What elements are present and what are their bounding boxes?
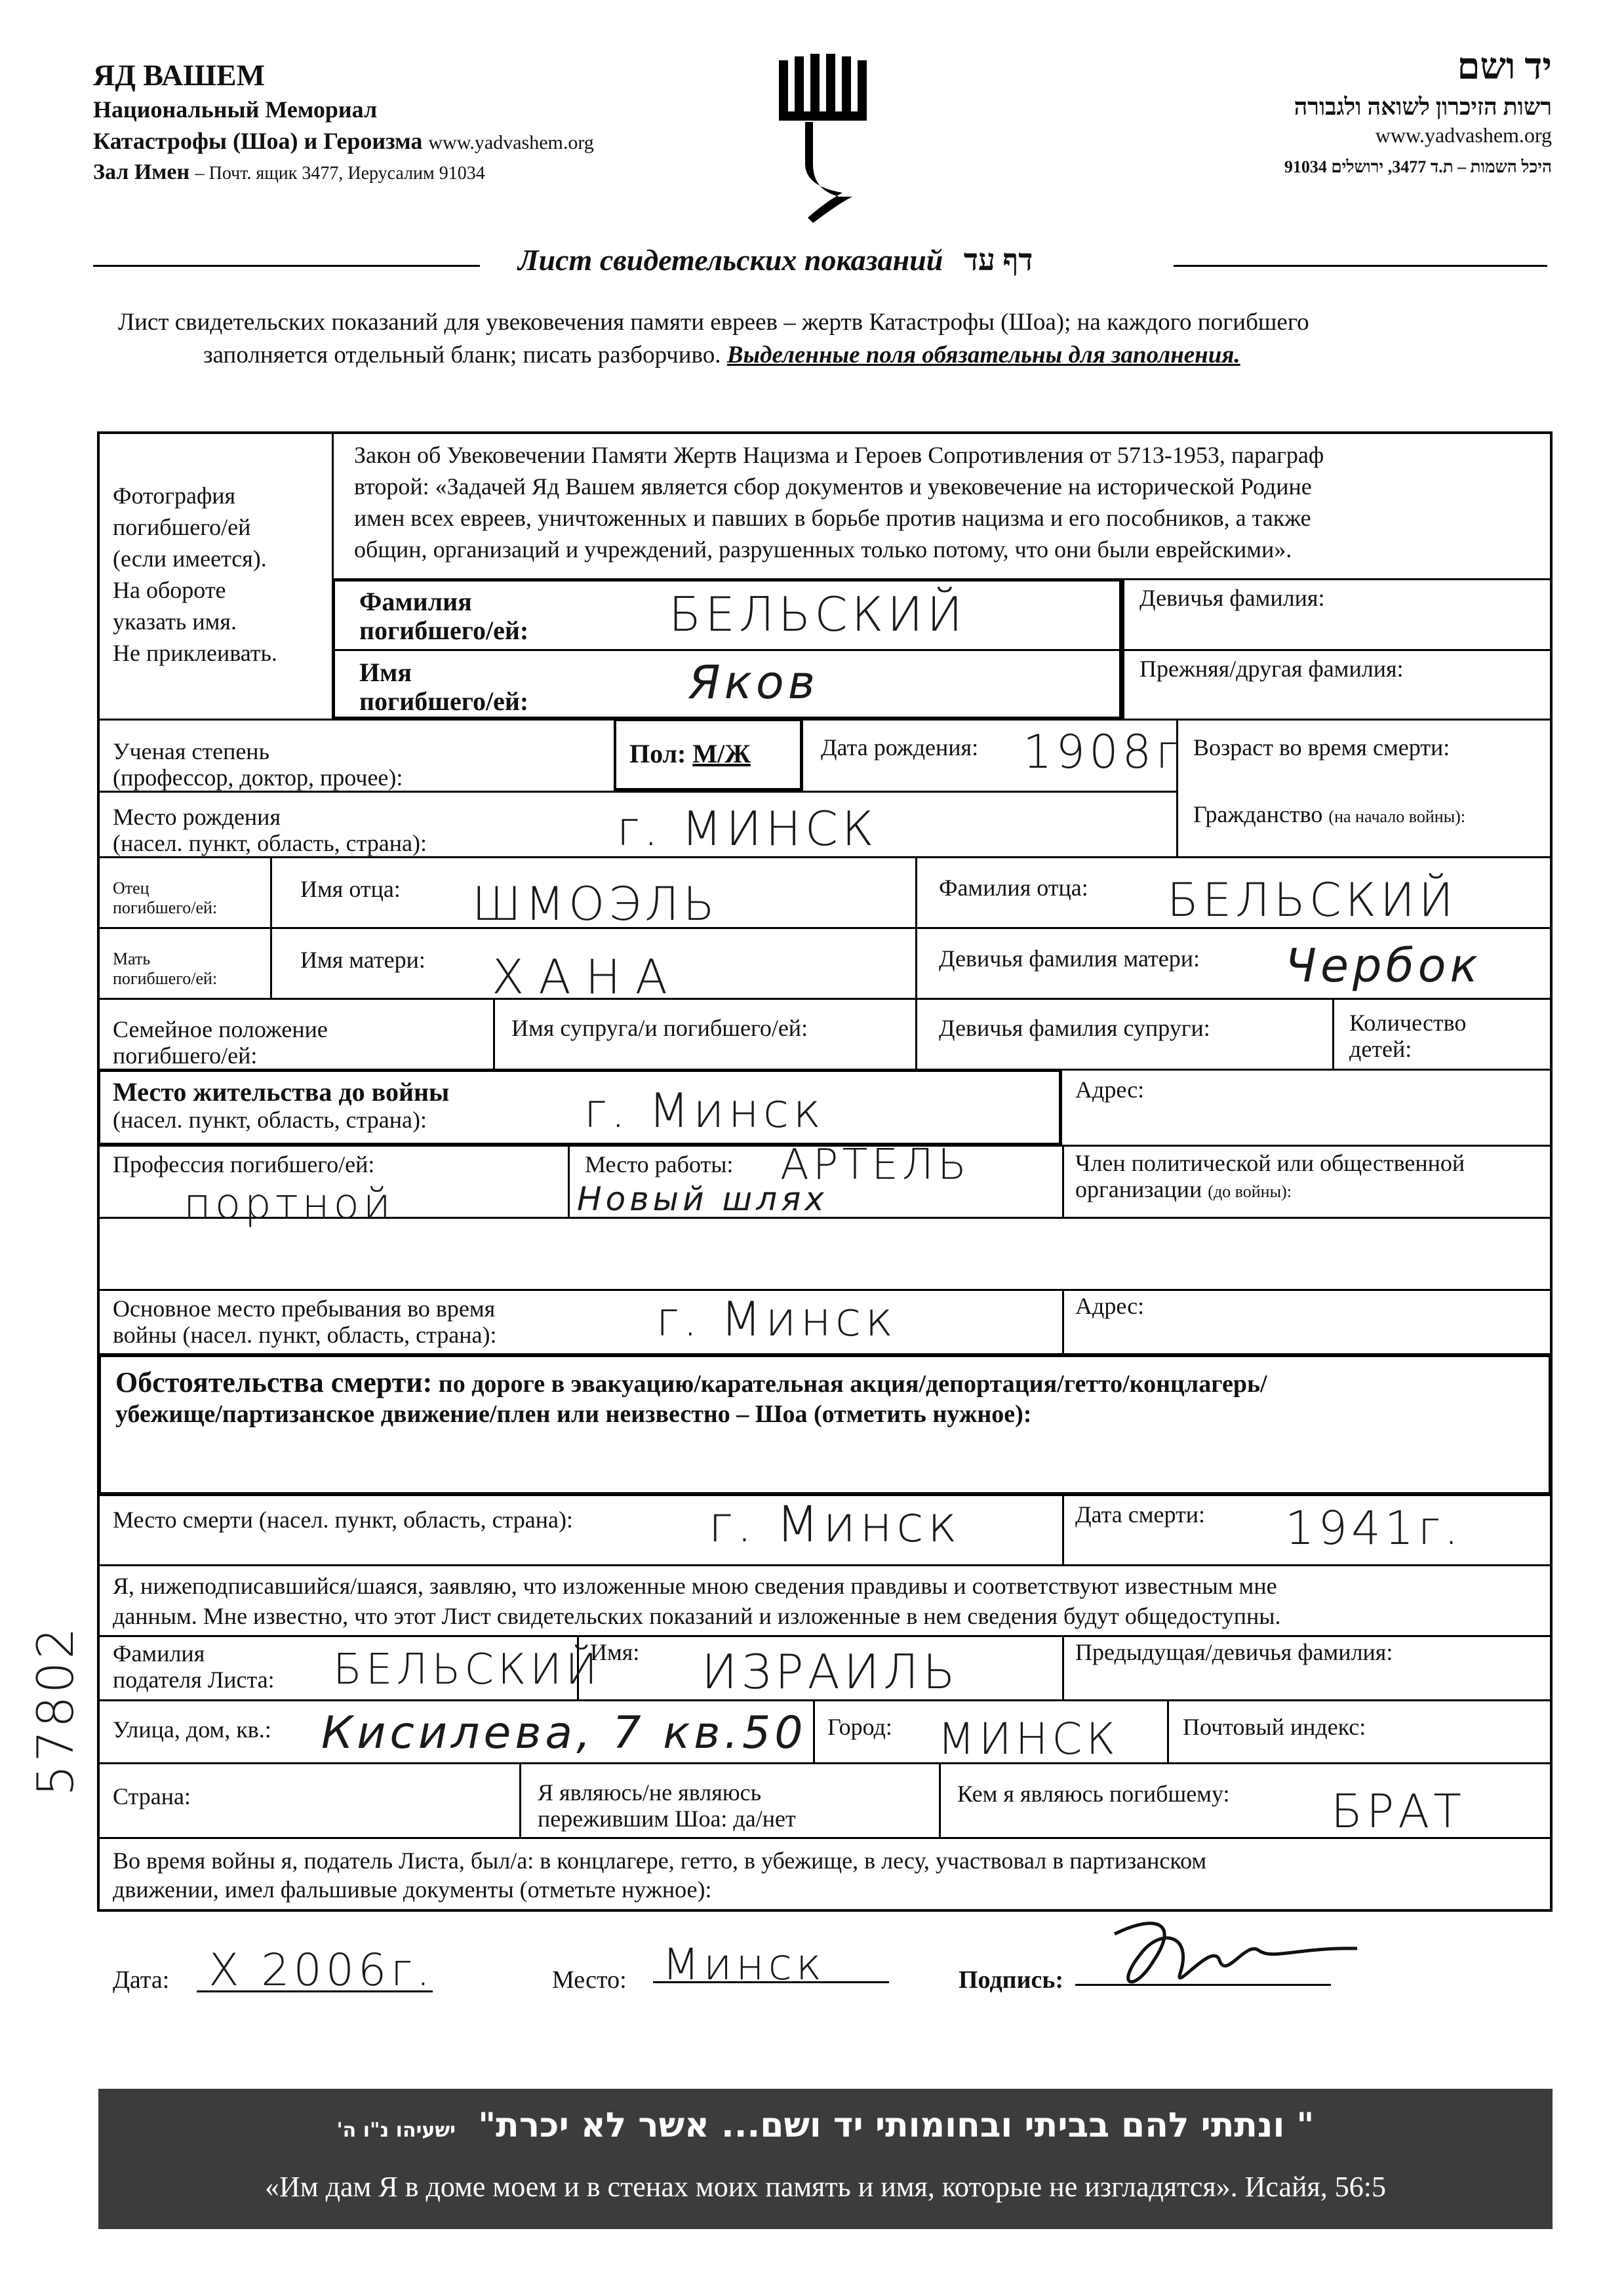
- intro-line2: заполняется отдельный бланк; писать разборчиво.: [203, 342, 721, 368]
- org-name-ru: ЯД ВАШЕМ: [93, 58, 265, 92]
- spouse-maiden-label: Девичья фамилия супруги:: [939, 1015, 1210, 1041]
- father-name-value[interactable]: ШМОЭЛЬ: [472, 877, 719, 931]
- photo-box: Фотография погибшего/ей (если имеется). На обороте указать имя. Не приклеивать.: [113, 483, 277, 666]
- stamp-number: 57802: [26, 1625, 85, 1796]
- logo-flame-bar: [795, 56, 804, 117]
- logo-flame-bar: [810, 54, 820, 117]
- required-note: Выделенные поля обязательны для заполнения.: [726, 342, 1240, 368]
- death-date-label: Дата смерти:: [1075, 1501, 1206, 1528]
- yad-vashem-logo: [779, 54, 867, 223]
- workplace-value-1[interactable]: АРТЕЛЬ: [780, 1141, 970, 1189]
- logo-flame-bar: [779, 60, 788, 113]
- mother-maiden-value[interactable]: Чербок: [1285, 939, 1482, 993]
- victim-name-value[interactable]: Яков: [688, 656, 819, 709]
- declaration: Я, нижеподписавшийся/шаяся, заявляю, что изложенные мною сведения правдивы и соответствуют известным мне данным. Мне известно, что этот Лист свидетельских показаний и изложенные в нем сведения будут общедоступны.: [113, 1573, 1281, 1629]
- submitter-name-value[interactable]: ИЗРАИЛЬ: [702, 1644, 959, 1699]
- date-value[interactable]: X 2006г.: [208, 1945, 435, 1996]
- submitter-name-label: Имя:: [590, 1639, 640, 1665]
- citizenship-label: Гражданство (на начало войны):: [1193, 801, 1466, 827]
- children-label: Количество детей:: [1349, 1010, 1467, 1062]
- member-label: Член политической или общественной организации (до войны):: [1075, 1150, 1465, 1202]
- address-ru: – Почт. ящик 3477, Иерусалим 91034: [195, 163, 485, 184]
- father-surname-label: Фамилия отца:: [939, 875, 1088, 901]
- org-line2-ru: Национальный Мемориал: [93, 96, 378, 123]
- street-value[interactable]: Кисилева, 7 кв.50: [321, 1707, 807, 1759]
- victim-name-label: Имя погибшего/ей:: [359, 658, 529, 716]
- death-place-label: Место смерти (насел. пункт, область, страна):: [113, 1507, 573, 1533]
- signature-mark: [1115, 1924, 1357, 1982]
- workplace-value-2[interactable]: Новый шлях: [577, 1180, 828, 1218]
- submitter-prev-label: Предыдущая/девичья фамилия:: [1075, 1639, 1393, 1665]
- submitter-war-status[interactable]: Во время войны я, податель Листа, был/а: в концлагере, гетто, в убежище, в лесу, участвовал в партизанском движении, имел фальшивые документы (отметьте нужное):: [113, 1848, 1207, 1903]
- residence-address-label: Адрес:: [1075, 1077, 1145, 1103]
- birthdate-label: Дата рождения:: [821, 734, 979, 761]
- mother-maiden-label: Девичья фамилия матери:: [939, 945, 1200, 972]
- survivor-field[interactable]: Я являюсь/не являюсь пережившим Шоа: да/нет: [538, 1779, 796, 1832]
- website-he: www.yadvashem.org: [1375, 123, 1552, 147]
- prev-surname-label: Прежняя/другая фамилия:: [1139, 656, 1404, 682]
- country-label: Страна:: [113, 1783, 191, 1809]
- birthplace-label: Место рождения (насел. пункт, область, страна):: [113, 804, 427, 856]
- birthdate-value[interactable]: 1908г: [1023, 725, 1182, 779]
- address-he: היכל השמות – ת.ד 3477, ירושלים 91034: [1284, 157, 1552, 176]
- place-value[interactable]: Минск: [662, 1939, 826, 1990]
- logo-flame-bar: [826, 54, 835, 117]
- city-label: Город:: [827, 1714, 892, 1740]
- victim-surname-value[interactable]: БЕЛЬСКИЙ: [669, 587, 966, 642]
- zip-label: Почтовый индекс:: [1183, 1714, 1366, 1740]
- sex-field[interactable]: Пол: М/Ж: [629, 739, 751, 768]
- org-line3-ru: Катастрофы (Шоа) и Героизма: [93, 128, 423, 154]
- form-title-he: דף עד: [963, 243, 1033, 277]
- death-circumstances[interactable]: Обстоятельства смерти: по дороге в эвакуацию/карательная акция/депортация/гетто/концлагерь/ убежище/партизанское движение/плен или неизвестно – Шоа (отметить нужное):: [115, 1366, 1267, 1428]
- place-label: Место:: [552, 1966, 627, 1994]
- mother-name-label: Имя матери:: [300, 947, 426, 973]
- death-place-value[interactable]: г. Минск: [708, 1495, 961, 1553]
- marital-label: Семейное положение погибшего/ей:: [113, 1016, 328, 1069]
- residence-value[interactable]: г. Минск: [584, 1083, 825, 1138]
- degree-label: Ученая степень (профессор, доктор, прочее):: [113, 738, 403, 791]
- submitter-surname-value[interactable]: БЕЛЬСКИЙ: [333, 1646, 601, 1694]
- death-date-value[interactable]: 1941г.: [1285, 1501, 1463, 1555]
- workplace-label: Место работы:: [585, 1151, 734, 1177]
- city-value[interactable]: МИНСК: [938, 1714, 1119, 1764]
- law-text: Закон об Увековечении Памяти Жертв Нацизма и Героев Сопротивления от 5713-1953, параграф второй: «Задачей Яд Вашем является сбор документов и увековечение на исторической Родине имен всех евреев, уничтоженных и павших в борьбе против нацизма и его пособников, а также общин, организаций и учреждений, разрушенных только потому, что они были еврейскими».: [354, 442, 1324, 563]
- mother-side-label: Мать погибшего/ей:: [113, 949, 218, 988]
- logo-flame-bar: [858, 60, 867, 113]
- website: www.yadvashem.org: [428, 132, 594, 153]
- hall-ru: Зал Имен: [93, 160, 190, 184]
- wartime-value[interactable]: г. Минск: [656, 1292, 898, 1347]
- profession-label: Профессия погибшего/ей:: [113, 1151, 375, 1177]
- footer-banner: [98, 2089, 1553, 2229]
- spouse-name-label: Имя супруга/и погибшего/ей:: [511, 1015, 808, 1041]
- father-surname-value[interactable]: БЕЛЬСКИЙ: [1167, 873, 1457, 927]
- logo-base: [779, 111, 867, 121]
- father-side-label: Отец погибшего/ей:: [113, 879, 218, 917]
- wartime-address-label: Адрес:: [1075, 1293, 1145, 1319]
- logo-flame-bar: [842, 56, 851, 117]
- father-name-label: Имя отца:: [300, 876, 401, 902]
- mother-name-value[interactable]: ХАНА: [492, 949, 682, 1004]
- residence-label: Место жительства до войны (насел. пункт, область, страна):: [113, 1077, 450, 1133]
- submitter-surname-label: Фамилия подателя Листа:: [113, 1640, 275, 1693]
- age-label: Возраст во время смерти:: [1193, 734, 1450, 761]
- street-label: Улица, дом, кв.:: [113, 1716, 271, 1743]
- footer-quote-he: " ונתתי להם בביתי ובחומותי יד ושם... אשר לא יכרת": [478, 2106, 1315, 2145]
- maiden-name-label: Девичья фамилия:: [1139, 585, 1325, 611]
- logo-lamed: [805, 122, 852, 223]
- relation-label: Кем я являюсь погибшему:: [957, 1781, 1230, 1807]
- birthplace-value[interactable]: г. МИНСК: [616, 801, 878, 856]
- profession-value[interactable]: портной: [184, 1180, 395, 1229]
- victim-surname-label: Фамилия погибшего/ей:: [359, 587, 529, 645]
- wartime-label: Основное место пребывания во время войны (насел. пункт, область, страна):: [113, 1295, 497, 1348]
- org-name-he: יד ושם: [1457, 47, 1552, 87]
- footer-source-he: ישעיהו נ"ו ה': [336, 2119, 456, 2142]
- org-line2-he: רשות הזיכרון לשואה ולגבורה: [1294, 94, 1552, 120]
- footer-quote-ru: «Им дам Я в доме моем и в стенах моих память и имя, которые не изгладятся». Исайя, 56:5: [264, 2171, 1387, 2203]
- form-title-ru: Лист свидетельских показаний: [518, 243, 943, 277]
- relation-value[interactable]: БРАТ: [1331, 1785, 1465, 1838]
- signature-label: Подпись:: [959, 1966, 1064, 1994]
- date-label: Дата:: [113, 1966, 170, 1994]
- intro-line1: Лист свидетельских показаний для увековечения памяти евреев – жертв Катастрофы (Шоа); на каждого погибшего: [118, 309, 1309, 336]
